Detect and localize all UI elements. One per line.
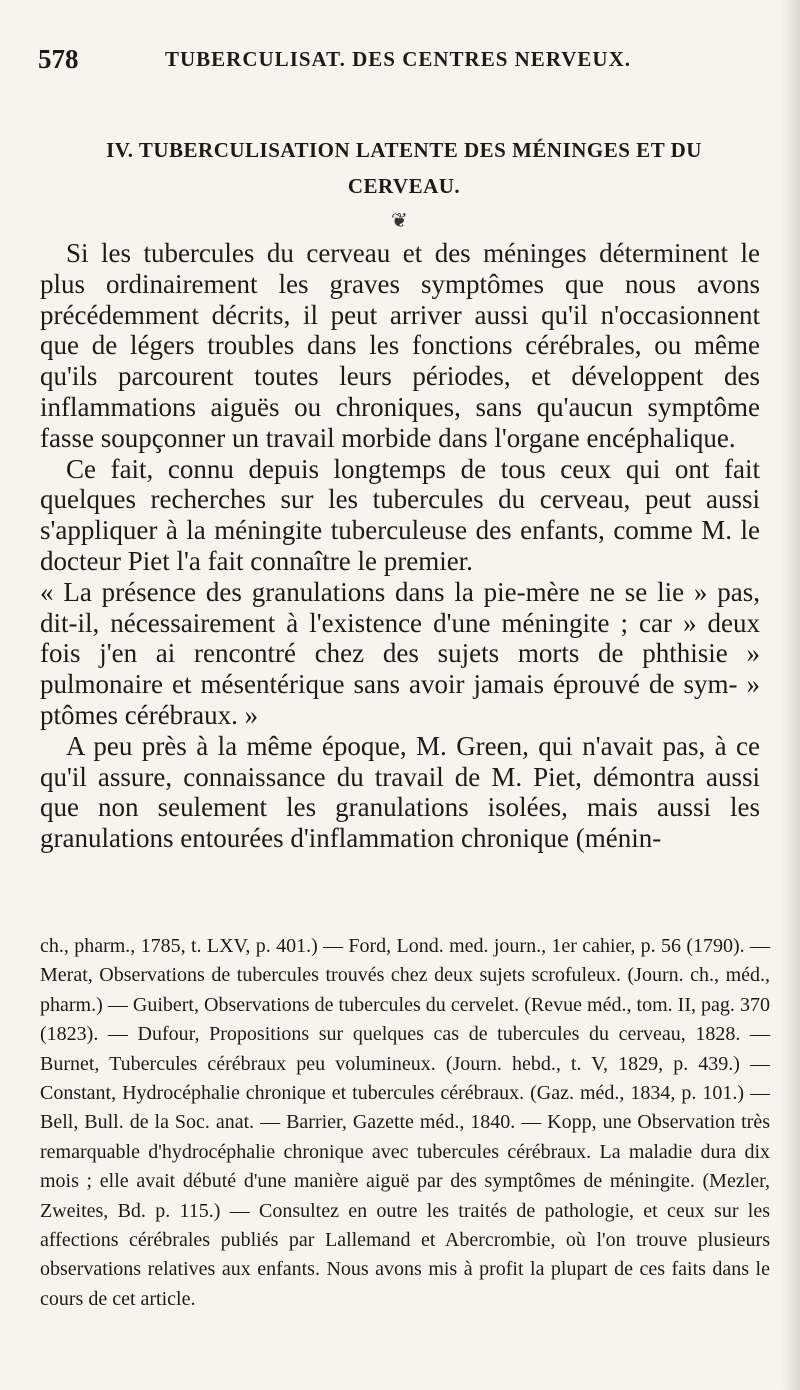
- paragraph-1: Si les tubercules du cerveau et des méninges déterminent le plus ordinairement les graves symptômes que nous avons précédemment décrits, il peut arriver aussi qu'il n'occasionnent que de légers troubles dans les fonctions cérébrales, ou même qu'ils parcourent toutes leurs périodes, et développent des inflammations aiguës ou chroniques, sans qu'aucun symptôme fasse soupçonner un travail morbide dans l'organe encéphalique.: [40, 238, 760, 453]
- section-title-line-2: CERVEAU.: [347, 174, 461, 198]
- body-text: [40, 238, 760, 854]
- running-title: TUBERCULISAT. DES CENTRES NERVEUX.: [165, 47, 631, 71]
- fleuron-ornament-icon: ❦: [391, 210, 408, 232]
- quotation-paragraph: « La présence des granulations dans la pie-mère ne se lie » pas, dit-il, nécessairement à l'existence d'une méningite ; car » deux fois j'en ai rencontré chez des sujets morts de phthisie » pulmonaire et mésentérique sans avoir jamais éprouvé de sym- » ptômes cérébraux. »: [40, 576, 760, 730]
- section-title: [54, 132, 754, 204]
- page-header: [38, 44, 758, 78]
- page-number: 578: [38, 44, 79, 74]
- footnote-block: [40, 932, 770, 1314]
- scan-edge-shadow: [782, 0, 800, 1390]
- paragraph-2: Ce fait, connu depuis longtemps de tous ceux qui ont fait quelques recherches sur les tubercules du cerveau, peut aussi s'appliquer à la méningite tuberculeuse des enfants, comme M. le docteur Piet l'a fait connaître le premier.: [40, 453, 760, 576]
- section-title-line-1: IV. TUBERCULISATION LATENTE DES MÉNINGES ET DU: [106, 138, 702, 162]
- footnote-text: ch., pharm., 1785, t. LXV, p. 401.) — Ford, Lond. med. journ., 1er cahier, p. 56 (1790). — Merat, Observations de tubercules trouvés chez deux sujets scrofuleux. (Journ. ch., méd., pharm.) — Guibert, Observations de tubercules du cervelet. (Revue méd., tom. II, pag. 370 (1823). — Dufour, Propositions sur quelques cas de tubercules du cerveau, 1828. — Burnet, Tubercules cérébraux peu volumineux. (Journ. hebd., t. V, 1829, p. 439.) — Constant, Hydrocéphalie chronique et tubercules cérébraux. (Gaz. méd., 1834, p. 101.) — Bell, Bull. de la Soc. anat. — Barrier, Gazette méd., 1840. — Kopp, une Observation très remarquable d'hydrocéphalie chronique avec tubercules cérébraux. La maladie dura dix mois ; elle avait débuté d'une manière aiguë par des symptômes de méningite. (Mezler, Zweites, Bd. p. 115.) — Consultez en outre les traités de pathologie, et ceux sur les affections cérébrales publiés par Lallemand et Abercrombie, où l'on trouve plusieurs observations relatives aux enfants. Nous avons mis à profit la plupart de ces faits dans le cours de cet article.: [40, 935, 770, 1310]
- paragraph-4: A peu près à la même époque, M. Green, qui n'avait pas, à ce qu'il assure, connaissance du travail de M. Piet, démontra aussi que non seulement les granulations isolées, mais aussi les granulations entourées d'inflammation chronique (ménin-: [40, 730, 760, 854]
